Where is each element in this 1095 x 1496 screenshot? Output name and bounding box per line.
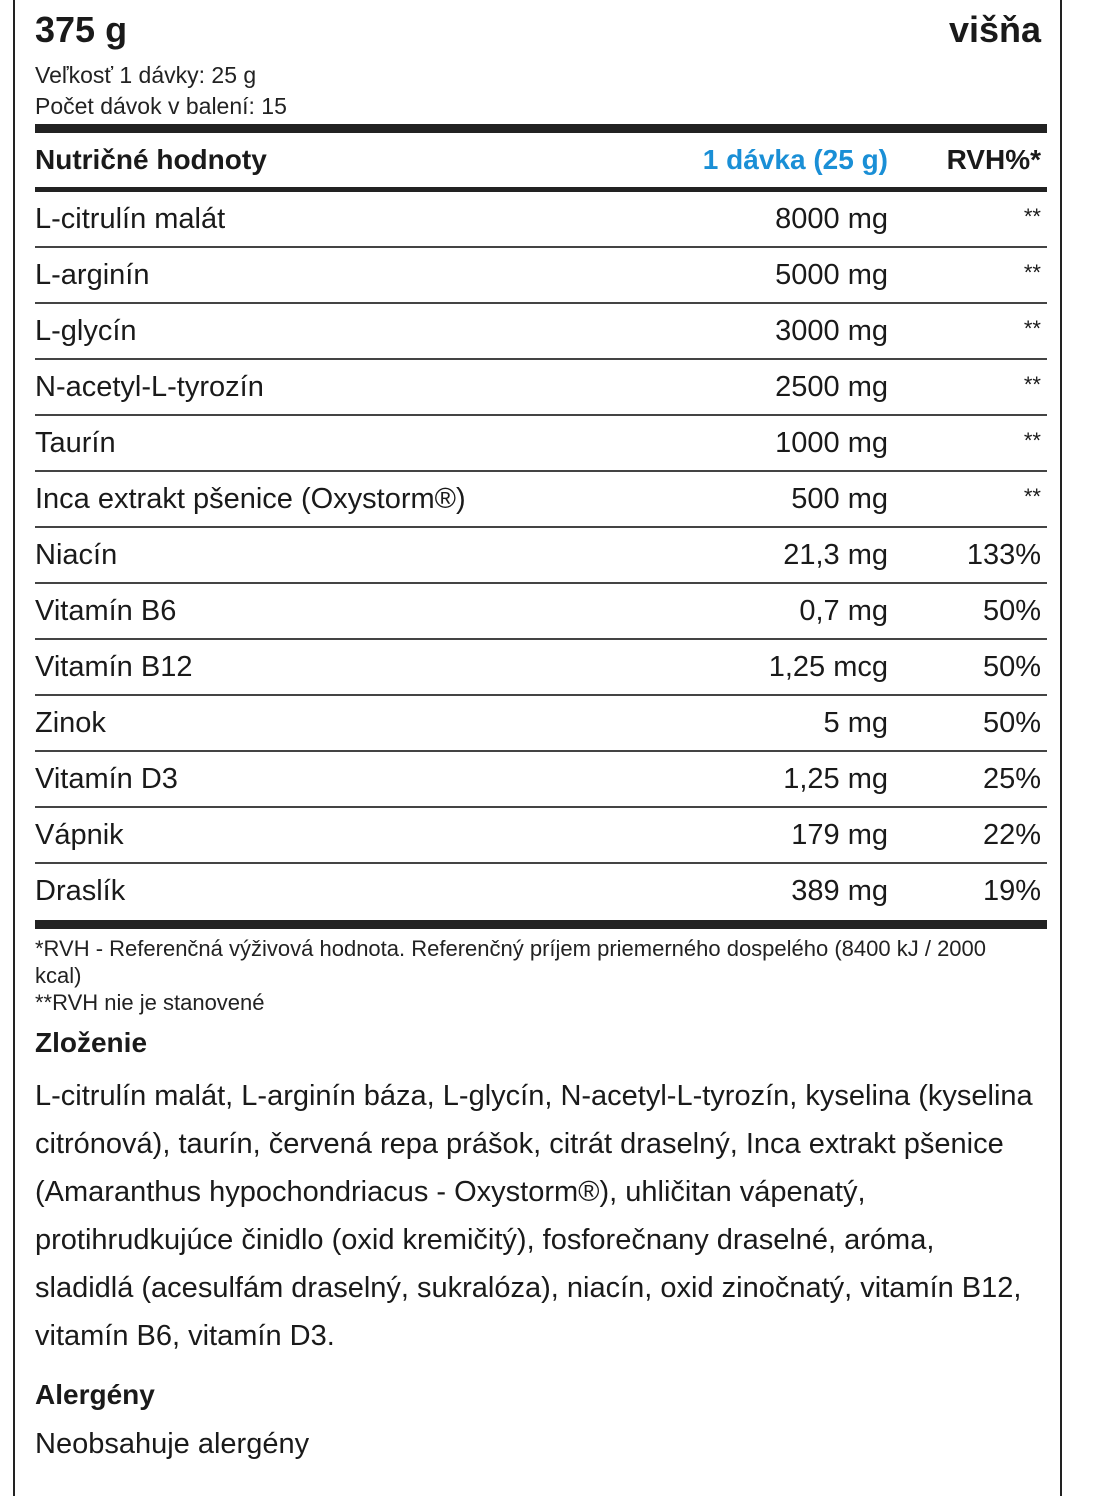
nutrition-table [35,133,1047,918]
table-row [35,359,1047,415]
table-row [35,751,1047,807]
column-header-rvh: RVH%* [946,144,1041,175]
table-row [35,192,1047,247]
nutrient-name: Draslík [35,874,126,907]
table-row [35,415,1047,471]
table-row [35,303,1047,359]
nutrient-amount: 389 mg [791,874,888,907]
nutrient-rvh: 50% [891,695,1047,751]
nutrient-amount: 3000 mg [631,303,891,359]
servings-count: Počet dávok v balení: 15 [35,93,287,119]
nutrient-rvh: 19% [982,874,1041,907]
nutrient-rvh: 133% [891,527,1047,583]
nutrient-amount: 1000 mg [631,415,891,471]
flavor-name: višňa [948,9,1041,50]
top-divider [35,124,1047,133]
table-row [35,583,1047,639]
table-row [35,639,1047,695]
table-row [35,807,1047,863]
bottom-divider [35,920,1047,929]
label-header [35,0,1047,60]
nutrient-rvh: 50% [891,639,1047,695]
composition-title: Zloženie [35,1027,148,1058]
table-row [35,695,1047,751]
nutrient-amount: 1,25 mg [631,751,891,807]
composition-text: L-citrulín malát, L-arginín báza, L-glycín, N-acetyl-L-tyrozín, kyselina (kyselina citrónová), taurín, červená repa prášok, citrát draselný, Inca extrakt pšenice (Amaranthus hypochondriacus - Oxystorm®), uhličitan vápenatý, protihrudkujúce činidlo (oxid kremičitý), fosforečnany draselné, aróma, sladidlá (acesulfám draselný, sukralóza), niacín, oxid zinočnatý, vitamín B12, vitamín B6, vitamín D3. [35,1080,1033,1352]
nutrient-amount: 500 mg [631,471,891,527]
serving-size: Veľkosť 1 dávky: 25 g [35,62,257,88]
table-row [35,247,1047,303]
nutrient-amount: 21,3 mg [631,527,891,583]
nutrient-rvh: 50% [891,583,1047,639]
nutrient-rvh: ** [891,303,1047,359]
nutrition-label [35,0,1047,1464]
nutrient-name: Vápnik [35,807,631,863]
nutrient-amount: 8000 mg [631,192,891,247]
nutrient-name: L-citrulín malát [35,192,631,247]
nutrient-amount: 0,7 mg [631,583,891,639]
nutrient-name: L-arginín [35,247,631,303]
nutrient-name: L-glycín [35,303,631,359]
allergens-text: Neobsahuje alergény [35,1428,310,1460]
allergens-title: Alergény [35,1379,155,1410]
nutrient-name: Vitamín B12 [35,639,631,695]
package-weight: 375 g [35,9,128,50]
nutrient-rvh: ** [891,247,1047,303]
nutrient-name: Vitamín B6 [35,583,631,639]
table-body [35,192,1047,918]
nutrient-amount: 179 mg [631,807,891,863]
table-header-row [35,133,1047,187]
nutrient-rvh: 25% [891,751,1047,807]
nutrient-rvh: ** [891,471,1047,527]
nutrient-rvh: 22% [891,807,1047,863]
nutrient-rvh: ** [891,192,1047,247]
column-header-per-serving: 1 dávka (25 g) [702,144,888,175]
nutrient-name: Zinok [35,695,631,751]
nutrient-amount: 5 mg [631,695,891,751]
nutrient-rvh: ** [891,415,1047,471]
nutrient-name: Niacín [35,527,631,583]
rvh-footnote: *RVH - Referenčná výživová hodnota. Referenčný príjem priemerného dospelého (8400 kJ / 2000 kcal) [35,936,987,988]
nutrient-name: N-acetyl-L-tyrozín [35,359,631,415]
table-row [35,863,1047,918]
nutrient-amount: 2500 mg [631,359,891,415]
column-header-name: Nutričné hodnoty [35,144,267,175]
nutrient-rvh: ** [891,359,1047,415]
nutrient-name: Taurín [35,415,631,471]
nutrient-amount: 5000 mg [631,247,891,303]
table-row [35,527,1047,583]
table-row [35,471,1047,527]
nutrient-amount: 1,25 mcg [631,639,891,695]
nutrient-name: Vitamín D3 [35,751,631,807]
nutrient-name: Inca extrakt pšenice (Oxystorm®) [35,471,631,527]
rvh-not-set-footnote: **RVH nie je stanovené [35,990,265,1015]
